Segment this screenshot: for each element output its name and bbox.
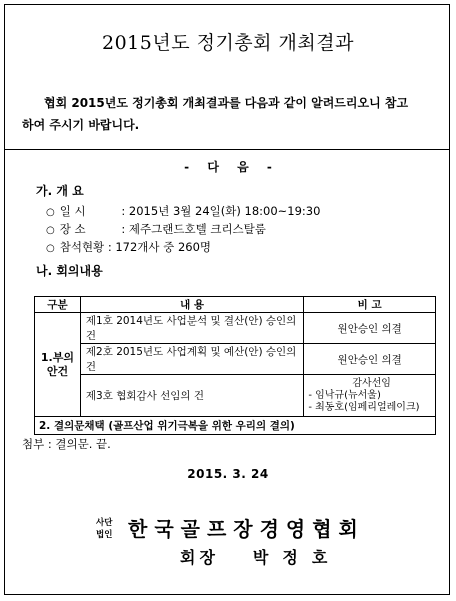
- corporation-type: 사단 법인: [96, 518, 113, 540]
- bullet-circle-icon: ○: [46, 225, 55, 236]
- intro-line-1: 협회 2015년도 정기총회 개최결과를 다음과 같이 알려드리오니 참고: [44, 96, 409, 110]
- row-note: 원안승인 의결: [304, 313, 436, 344]
- bullet-circle-icon: ○: [46, 243, 55, 254]
- table-row: [35, 344, 436, 375]
- header-note: 비 고: [304, 297, 436, 313]
- association-name: 한국골프장경영협회: [128, 517, 365, 541]
- category-agenda: 1.부의 안건: [35, 313, 81, 417]
- president-name: 박정호: [252, 548, 342, 567]
- resolution-text: 2. 결의문채택 (골프산업 위기극복을 위한 우리의 결의): [35, 417, 436, 435]
- divider-line: [4, 149, 450, 150]
- attachment-note: 첨부 : 결의문. 끝.: [22, 437, 111, 451]
- overview-item-venue: ○ 장 소 : 제주그랜드호텔 크리스탈룸: [46, 222, 266, 236]
- table-row: [35, 313, 436, 344]
- header-category: 구분: [35, 297, 81, 313]
- table-header-row: [35, 297, 436, 313]
- results-table: [34, 296, 436, 435]
- row-content: 제2호 2015년도 사업계획 및 예산(안) 승인의 건: [80, 344, 303, 375]
- row-content: 제1호 2014년도 사업분석 및 결산(안) 승인의 건: [80, 313, 303, 344]
- intro-line-2: 하여 주시기 바랍니다.: [22, 118, 140, 132]
- document-date: 2015. 3. 24: [187, 467, 269, 481]
- president-title: 회장: [180, 548, 219, 567]
- dagum-heading: - 다 음 -: [184, 160, 272, 174]
- row-note: 감사선임 - 임낙규(뉴서울) - 최동호(임페리얼레이크): [304, 375, 436, 417]
- section-overview-heading: 가. 개 요: [36, 184, 84, 198]
- row-note: 원안승인 의결: [304, 344, 436, 375]
- table-row: [35, 375, 436, 417]
- document-title: 2015년도 정기총회 개최결과: [102, 32, 354, 54]
- row-content: 제3호 협회감사 선임의 건: [80, 375, 303, 417]
- president-signature: [180, 545, 341, 568]
- overview-item-datetime: ○ 일 시 : 2015년 3월 24일(화) 18:00~19:30: [46, 204, 321, 218]
- overview-item-attendance: ○ 참석현황 : 172개사 중 260명: [46, 240, 212, 254]
- table-row-resolution: [35, 417, 436, 435]
- header-content: 내 용: [80, 297, 303, 313]
- bullet-circle-icon: ○: [46, 207, 55, 218]
- section-meeting-heading: 나. 회의내용: [36, 264, 103, 278]
